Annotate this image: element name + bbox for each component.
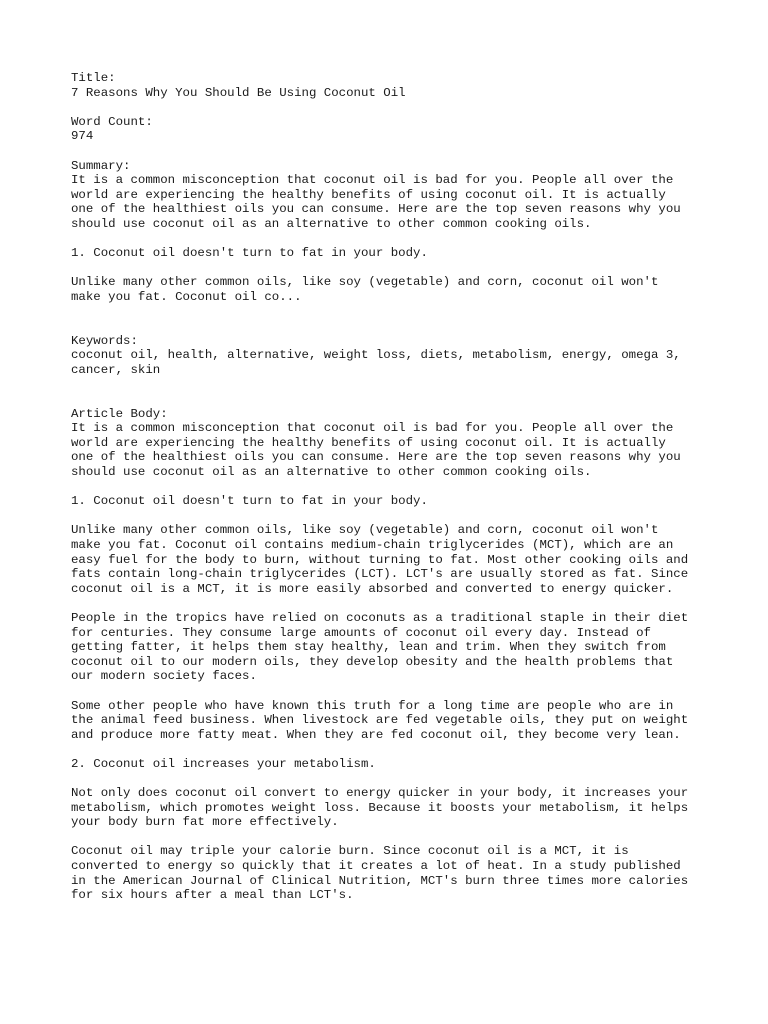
- body-paragraph-line: easy fuel for the body to burn, without turning to fat. Most other cooking oils and: [71, 552, 689, 567]
- summary-paragraph-line: make you fat. Coconut oil co...: [71, 289, 302, 304]
- body-intro-line: one of the healthiest oils you can consume. Here are the top seven reasons why you: [71, 450, 681, 465]
- body-paragraph-line: Some other people who have known this truth for a long time are people who are in: [71, 698, 674, 713]
- body-paragraph-line: and produce more fatty meat. When they are fed coconut oil, they become very lean.: [71, 727, 681, 742]
- body-paragraph-line: our modern society faces.: [71, 669, 257, 684]
- document-title: 7 Reasons Why You Should Be Using Coconut Oil: [71, 85, 406, 100]
- document-page: [71, 71, 731, 903]
- body-paragraph-line: fats contain long-chain triglycerides (LCT). LCT's are usually stored as fat. Since: [71, 567, 689, 582]
- body-intro-line: should use coconut oil as an alternative to other common cooking oils.: [71, 465, 592, 480]
- body-intro-line: world are experiencing the healthy benefits of using coconut oil. It is actually: [71, 435, 666, 450]
- summary-line: world are experiencing the healthy benefits of using coconut oil. It is actually: [71, 187, 666, 202]
- body-paragraph-line: metabolism, which promotes weight loss. Because it boosts your metabolism, it helps: [71, 800, 689, 815]
- word-count-label: Word Count:: [71, 114, 153, 129]
- body-paragraph-line: Coconut oil may triple your calorie burn. Since coconut oil is a MCT, it is: [71, 844, 629, 859]
- body-paragraph-line: Unlike many other common oils, like soy (vegetable) and corn, coconut oil won't: [71, 523, 659, 538]
- summary-heading-1: 1. Coconut oil doesn't turn to fat in your body.: [71, 246, 428, 261]
- body-paragraph-line: coconut oil is a MCT, it is more easily absorbed and converted to energy quicker.: [71, 581, 674, 596]
- summary-paragraph-line: Unlike many other common oils, like soy (vegetable) and corn, coconut oil won't: [71, 275, 659, 290]
- body-paragraph-line: Not only does coconut oil convert to energy quicker in your body, it increases your: [71, 786, 689, 801]
- body-paragraph-line: getting fatter, it helps them stay healthy, lean and trim. When they switch from: [71, 640, 666, 655]
- keywords-label: Keywords:: [71, 333, 138, 348]
- body-paragraph-line: converted to energy so quickly that it creates a lot of heat. In a study published: [71, 859, 681, 874]
- body-paragraph-line: your body burn fat more effectively.: [71, 815, 339, 830]
- title-label: Title:: [71, 71, 116, 85]
- summary-line: It is a common misconception that coconut oil is bad for you. People all over the: [71, 173, 674, 188]
- body-paragraph-line: for six hours after a meal than LCT's.: [71, 888, 354, 903]
- body-paragraph-line: in the American Journal of Clinical Nutrition, MCT's burn three times more calories: [71, 873, 689, 888]
- body-paragraph-line: make you fat. Coconut oil contains medium-chain triglycerides (MCT), which are an: [71, 538, 674, 552]
- body-heading-2: 2. Coconut oil increases your metabolism.: [71, 756, 376, 771]
- word-count-value: 974: [71, 129, 94, 144]
- summary-line: one of the healthiest oils you can consume. Here are the top seven reasons why you: [71, 202, 681, 217]
- body-paragraph-line: coconut oil to our modern oils, they develop obesity and the health problems that: [71, 654, 674, 669]
- keywords-line: cancer, skin: [71, 362, 161, 377]
- body-paragraph-line: People in the tropics have relied on coconuts as a traditional staple in their diet: [71, 610, 689, 625]
- summary-line: should use coconut oil as an alternative to other common cooking oils.: [71, 216, 592, 231]
- body-paragraph-line: the animal feed business. When livestock are fed vegetable oils, they put on weight: [71, 713, 689, 728]
- summary-label: Summary:: [71, 158, 131, 173]
- keywords-line: coconut oil, health, alternative, weight loss, diets, metabolism, energy, omega 3,: [71, 348, 681, 363]
- body-intro-line: It is a common misconception that coconut oil is bad for you. People all over the: [71, 421, 674, 436]
- body-paragraph-line: for centuries. They consume large amounts of coconut oil every day. Instead of: [71, 625, 651, 640]
- article-body-label: Article Body:: [71, 406, 168, 421]
- body-heading-1: 1. Coconut oil doesn't turn to fat in your body.: [71, 494, 428, 509]
